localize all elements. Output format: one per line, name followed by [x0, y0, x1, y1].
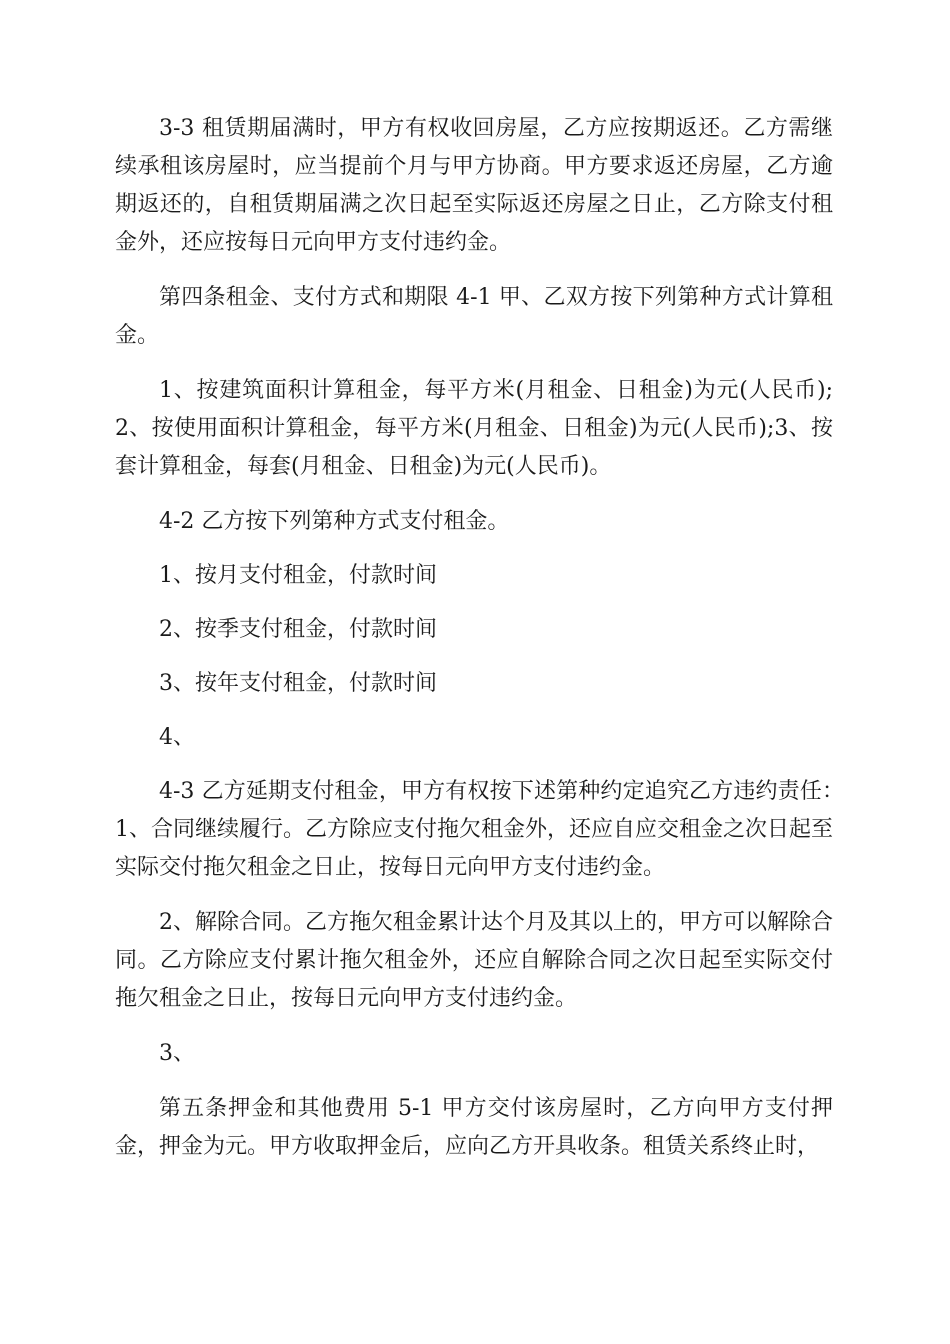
paragraph-article-5: 第五条押金和其他费用 5-1 甲方交付该房屋时，乙方向甲方支付押金，押金为元。甲方收取押金后，应向乙方开具收条。租赁关系终止时， [115, 1096, 833, 1159]
paragraph-article-4: 第四条租金、支付方式和期限 4-1 甲、乙双方按下列第种方式计算租金。 [115, 285, 833, 348]
document-body [115, 110, 856, 1166]
paragraph-rent-calculation: 1、按建筑面积计算租金，每平方米(月租金、日租金)为元(人民币);2、按使用面积计算租金，每平方米(月租金、日租金)为元(人民币);3、按套计算租金，每套(月租金、日租金)为元(人民币)。 [115, 378, 833, 479]
paragraph-monthly: 1、按月支付租金，付款时间 [159, 563, 437, 588]
paragraph-4-3: 4-3 乙方延期支付租金，甲方有权按下述第种约定追究乙方违约责任： 1、合同继续履行。乙方除应支付拖欠租金外，还应自应交租金之次日起至实际交付拖欠租金之日止，按每日元向甲方支付违约金。 [115, 779, 856, 880]
paragraph-terminate-contract: 2、解除合同。乙方拖欠租金累计达个月及其以上的，甲方可以解除合同。乙方除应支付累计拖欠租金外，还应自解除合同之次日起至实际交付拖欠租金之日止，按每日元向甲方支付违约金。 [115, 910, 833, 1011]
paragraph-4-2: 4-2 乙方按下列第种方式支付租金。 [159, 509, 510, 534]
paragraph-3-3: 3-3 租赁期届满时，甲方有权收回房屋，乙方应按期返还。乙方需继续承租该房屋时，应当提前个月与甲方协商。甲方要求返还房屋，乙方逾期返还的，自租赁期届满之次日起至实际返还房屋之日止，乙方除支付租金外，还应按每日元向甲方支付违约金。 [115, 116, 833, 255]
paragraph-item-3: 3、 [159, 1041, 195, 1066]
paragraph-item-4: 4、 [159, 725, 195, 750]
paragraph-yearly: 3、按年支付租金，付款时间 [159, 671, 437, 696]
paragraph-quarterly: 2、按季支付租金，付款时间 [159, 617, 437, 642]
